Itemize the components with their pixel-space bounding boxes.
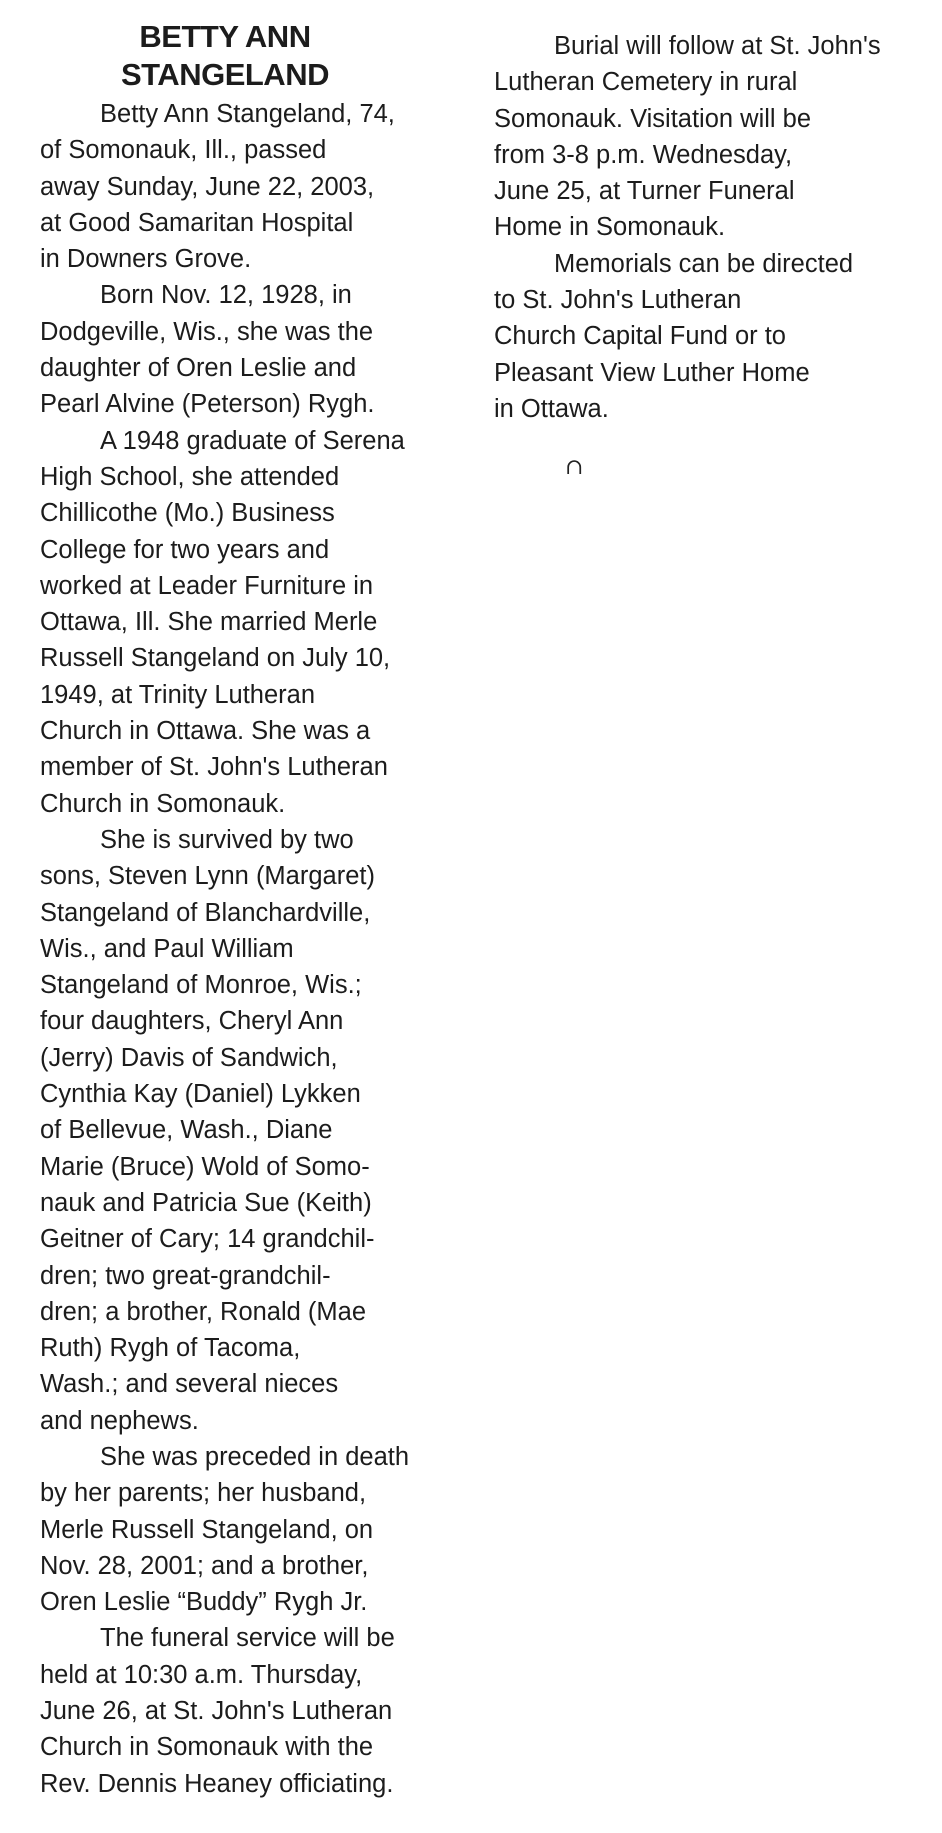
obituary-paragraph [40, 96, 440, 277]
text-line: Russell Stangeland on July 10, [40, 644, 391, 673]
text-line: Rev. Dennis Heaney officiating. [40, 1769, 394, 1798]
text-line: Home in Somonauk. [494, 213, 726, 242]
text-line: 1949, at Trinity Lutheran [40, 680, 316, 709]
text-line: of Bellevue, Wash., Diane [40, 1116, 333, 1145]
text-line: Oren Leslie “Buddy” Rygh Jr. [40, 1588, 368, 1617]
text-line: Born Nov. 12, 1928, in [100, 281, 352, 310]
text-line: Pearl Alvine (Peterson) Rygh. [40, 390, 375, 419]
text-line: at Good Samaritan Hospital [40, 208, 354, 237]
text-line: held at 10:30 a.m. Thursday, [40, 1660, 363, 1689]
text-line: Wash.; and several nieces [40, 1370, 339, 1399]
text-line: worked at Leader Furniture in [40, 571, 374, 600]
text-line: She is survived by two [100, 825, 354, 854]
obituary-paragraph [494, 246, 894, 427]
left-column [40, 18, 440, 1802]
text-line: Nov. 28, 2001; and a brother, [40, 1551, 369, 1580]
text-line: Ruth) Rygh of Tacoma, [40, 1334, 301, 1363]
obituary-headline [40, 18, 440, 94]
right-column-body [494, 28, 894, 427]
obituary-paragraph [40, 423, 440, 822]
text-line: member of St. John's Lutheran [40, 753, 388, 782]
text-line: Church in Ottawa. She was a [40, 717, 371, 746]
text-line: Geitner of Cary; 14 grandchil- [40, 1225, 375, 1254]
obituary-paragraph [40, 1439, 440, 1620]
text-line: Church in Somonauk. [40, 789, 286, 818]
text-line: (Jerry) Davis of Sandwich, [40, 1043, 338, 1072]
text-line: in Downers Grove. [40, 245, 252, 274]
text-line: Marie (Bruce) Wold of Somo- [40, 1152, 370, 1181]
text-line: Lutheran Cemetery in rural [494, 68, 798, 97]
text-line: The funeral service will be [100, 1624, 395, 1653]
text-line: Chillicothe (Mo.) Business [40, 499, 335, 528]
text-line: Stangeland of Blanchardville, [40, 898, 371, 927]
text-line: Memorials can be directed [554, 249, 854, 278]
text-line: dren; a brother, Ronald (Mae [40, 1297, 367, 1326]
obituary-paragraph [40, 822, 440, 1439]
right-column [494, 28, 894, 427]
text-line: and nephews. [40, 1406, 199, 1435]
text-line: June 26, at St. John's Lutheran [40, 1697, 393, 1726]
text-line: of Somonauk, Ill., passed [40, 136, 327, 165]
text-line: Church in Somonauk with the [40, 1733, 374, 1762]
text-line: Betty Ann Stangeland, 74, [100, 100, 395, 128]
text-line: away Sunday, June 22, 2003, [40, 172, 375, 201]
text-line: nauk and Patricia Sue (Keith) [40, 1188, 372, 1217]
text-line: Burial will follow at St. John's [554, 32, 881, 60]
text-line: College for two years and [40, 535, 330, 564]
text-line: Cynthia Kay (Daniel) Lykken [40, 1080, 361, 1109]
left-column-body [40, 96, 440, 1802]
text-line: in Ottawa. [494, 394, 609, 423]
text-line: sons, Steven Lynn (Margaret) [40, 862, 375, 891]
text-line: Pleasant View Luther Home [494, 358, 810, 387]
text-line: A 1948 graduate of Serena [100, 426, 405, 455]
obituary-paragraph [40, 277, 440, 422]
text-line: Merle Russell Stangeland, on [40, 1515, 374, 1544]
text-line: Dodgeville, Wis., she was the [40, 317, 374, 346]
headline-line-1: BETTY ANN [139, 19, 311, 54]
text-line: dren; two great-grandchil- [40, 1261, 331, 1290]
stray-pen-mark: ∩ [565, 455, 584, 480]
text-line: Somonauk. Visitation will be [494, 104, 812, 133]
text-line: June 25, at Turner Funeral [494, 177, 795, 206]
text-line: Wis., and Paul William [40, 934, 294, 963]
text-line: from 3-8 p.m. Wednesday, [494, 140, 793, 169]
text-line: Church Capital Fund or to [494, 322, 786, 351]
text-line: Ottawa, Ill. She married Merle [40, 608, 378, 637]
headline-line-2: STANGELAND [121, 57, 329, 92]
obituary-paragraph [40, 1620, 440, 1801]
text-line: four daughters, Cheryl Ann [40, 1007, 344, 1036]
text-line: to St. John's Lutheran [494, 286, 742, 315]
text-line: daughter of Oren Leslie and [40, 354, 357, 383]
obituary-paragraph [494, 28, 894, 246]
text-line: Stangeland of Monroe, Wis.; [40, 971, 362, 1000]
text-line: She was preceded in death [100, 1442, 410, 1471]
text-line: High School, she attended [40, 462, 340, 491]
text-line: by her parents; her husband, [40, 1479, 367, 1508]
